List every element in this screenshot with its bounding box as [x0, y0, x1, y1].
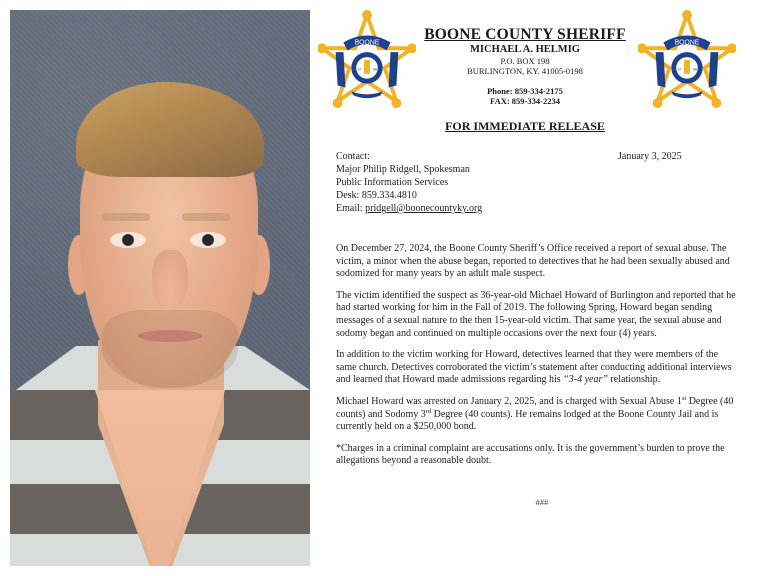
contact-email-line — [336, 202, 482, 215]
suspect-booking-photo — [10, 10, 310, 566]
release-label: FOR IMMEDIATE RELEASE — [445, 119, 605, 133]
sheriff-badge-icon — [318, 6, 416, 116]
left-eye — [110, 232, 146, 248]
phone-number: Phone: 859-334-2175 — [487, 86, 563, 96]
fax-number: FAX: 859-334-2234 — [490, 96, 560, 106]
end-of-release-mark: ### — [535, 497, 549, 507]
paragraph-suspect: The victim identified the suspect as 36-year-old Michael Howard of Burlington and reported that he had started working for him in the Fall of 2019. The following Spring, Howard began sending messages of a sexual nature to the then 15-year-old victim. That same year, the sexual abuse and sodomy began and continued on multiple occasions over the next four (4) years. — [336, 289, 736, 339]
release-body — [336, 243, 740, 477]
agency-title: BOONE COUNTY SHERIFF — [424, 26, 626, 43]
letterhead — [412, 26, 638, 133]
sheriff-badge-icon — [638, 6, 736, 116]
contact-department: Public Information Services — [336, 177, 449, 188]
release-date: January 3, 2025 — [618, 151, 682, 162]
svg-text:BOONE: BOONE — [674, 39, 700, 47]
paragraph-investigation: In addition to the victim working for Howard, detectives learned that they were members of the same church. Detectives corroborated the victim’s statement after conducting additional interviews and learned that Howard made admissions regarding his “3-4 year” relationship. — [336, 349, 732, 386]
paragraph-disclaimer: *Charges in a criminal complaint are accusations only. It is the government’s burden to prove the allegations beyond a reasonable doubt. — [336, 442, 725, 467]
paragraph-charges: Michael Howard was arrested on January 2, 2025, and is charged with Sexual Abuse 1st Degree (40 counts) and Sodomy 3rd Degree (40 counts). He remains lodged at the Boone County Jail and is currently held on a $250,000 bond. — [336, 394, 734, 433]
contact-block — [336, 150, 482, 215]
beard-stubble — [102, 310, 238, 388]
left-eyebrow — [102, 213, 150, 221]
quoted-relationship: “3-4 year” — [563, 374, 608, 386]
paragraph-report: On December 27, 2024, the Boone County Sheriff’s Office received a report of sexual abuse. The victim, a minor when the abuse began, reported to detectives that he had been sexually abused and sodomized for many years by an adult male suspect. — [336, 243, 730, 280]
press-release-document — [316, 0, 768, 576]
svg-text:98: 98 — [372, 67, 377, 72]
po-box: P.O. BOX 198 — [500, 56, 550, 66]
email-link[interactable]: pridgell@boonecountyky.org — [365, 203, 483, 214]
right-eyebrow — [182, 213, 230, 221]
svg-text:BOONE: BOONE — [354, 39, 380, 47]
nose — [152, 250, 188, 310]
mouth — [138, 330, 202, 342]
contact-desk: Desk: 859.334.4810 — [336, 190, 417, 201]
svg-text:17: 17 — [357, 67, 362, 72]
sheriff-name: MICHAEL A. HELMIG — [470, 44, 580, 55]
right-eye — [190, 232, 226, 248]
svg-text:98: 98 — [692, 67, 697, 72]
svg-text:17: 17 — [677, 67, 682, 72]
contact-label: Contact: — [336, 151, 370, 162]
contact-name: Major Philip Ridgell, Spokesman — [336, 164, 470, 175]
email-label: Email: — [336, 203, 366, 214]
city-line: BURLINGTON, KY. 41005-0198 — [467, 66, 583, 76]
